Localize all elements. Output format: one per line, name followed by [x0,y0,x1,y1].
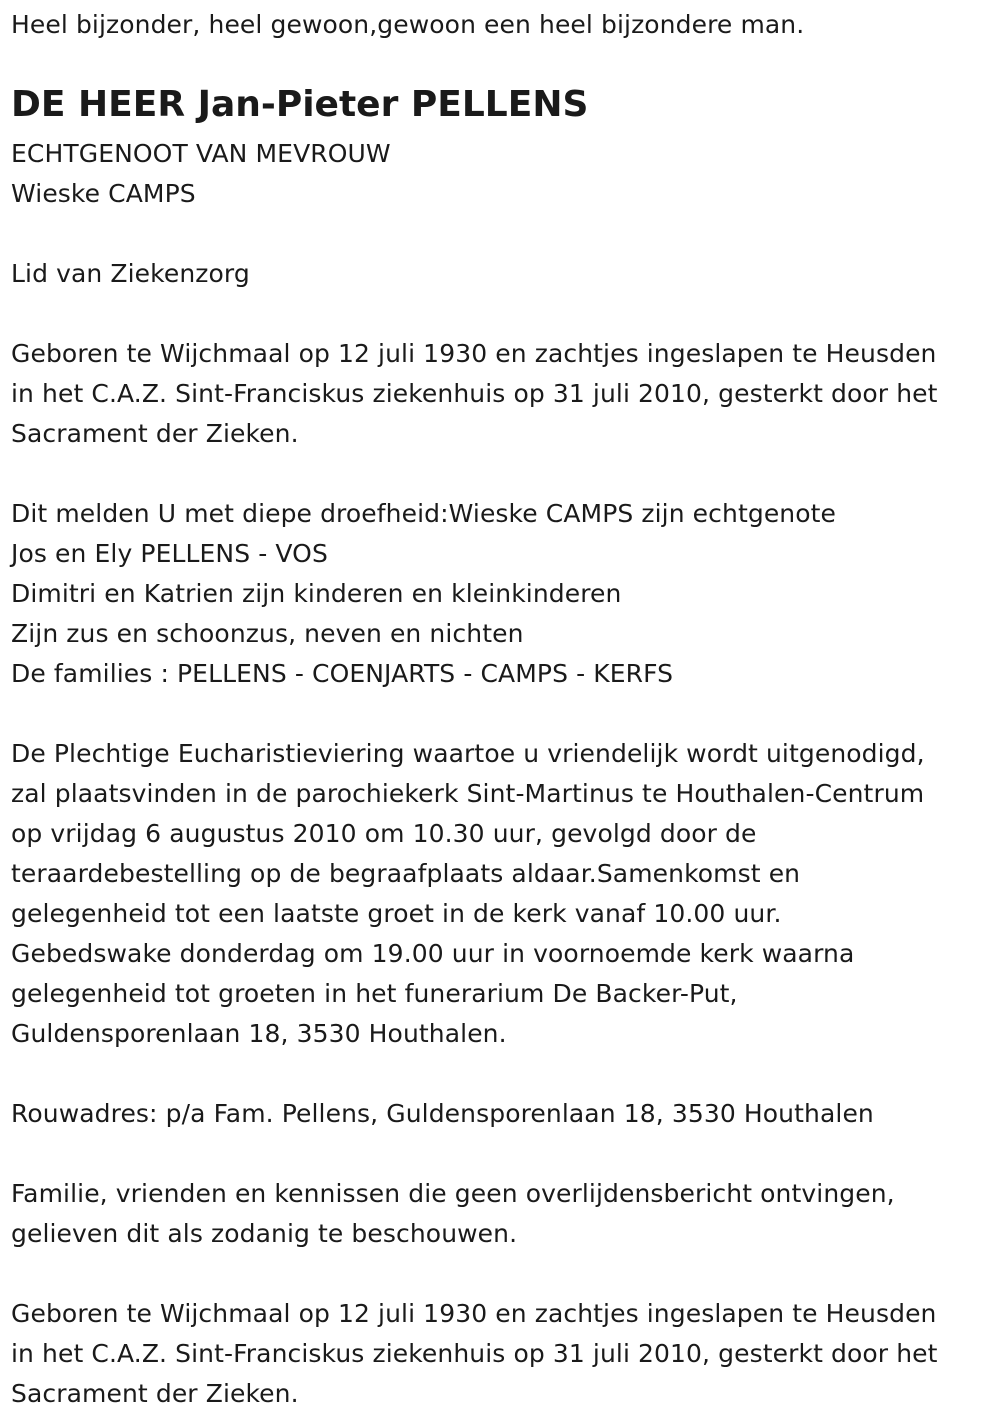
ceremony-line: Guldensporenlaan 18, 3530 Houthalen. [11,1019,507,1048]
ceremony-line: zal plaatsvinden in de parochiekerk Sint-Martinus te Houthalen-Centrum [11,779,925,808]
deceased-name-heading: DE HEER Jan-Pieter PELLENS [11,84,589,125]
ceremony-line: gelegenheid tot een laatste groet in de kerk vanaf 10.00 uur. [11,899,782,928]
birth-death-repeat-line: Sacrament der Zieken. [11,1379,299,1408]
mourning-address: Rouwadres: p/a Fam. Pellens, Guldensporenlaan 18, 3530 Houthalen [11,1099,874,1128]
birth-death-line: Sacrament der Zieken. [11,419,299,448]
spouse-name: Wieske CAMPS [11,179,196,208]
birth-death-line: in het C.A.Z. Sint-Franciskus ziekenhuis op 31 juli 2010, gesterkt door het [11,379,938,408]
spouse-title: ECHTGENOOT VAN MEVROUW [11,139,391,168]
birth-death-line: Geboren te Wijchmaal op 12 juli 1930 en zachtjes ingeslapen te Heusden [11,339,937,368]
motto-line: Heel bijzonder, heel gewoon,gewoon een heel bijzondere man. [11,10,805,39]
announcement-line: Dit melden U met diepe droefheid:Wieske CAMPS zijn echtgenote [11,499,837,528]
announcement-line: De families : PELLENS - COENJARTS - CAMPS - KERFS [11,659,674,688]
announcement-line: Zijn zus en schoonzus, neven en nichten [11,619,524,648]
notice-line: Familie, vrienden en kennissen die geen overlijdensbericht ontvingen, [11,1179,895,1208]
birth-death-repeat-line: Geboren te Wijchmaal op 12 juli 1930 en zachtjes ingeslapen te Heusden [11,1299,937,1328]
ceremony-line: De Plechtige Eucharistieviering waartoe u vriendelijk wordt uitgenodigd, [11,739,925,768]
ceremony-line: teraardebestelling op de begraafplaats aldaar.Samenkomst en [11,859,801,888]
membership-line: Lid van Ziekenzorg [11,259,250,288]
notice-line: gelieven dit als zodanig te beschouwen. [11,1219,518,1248]
ceremony-line: Gebedswake donderdag om 19.00 uur in voornoemde kerk waarna [11,939,855,968]
ceremony-line: op vrijdag 6 augustus 2010 om 10.30 uur, gevolgd door de [11,819,757,848]
announcement-line: Dimitri en Katrien zijn kinderen en kleinkinderen [11,579,622,608]
birth-death-repeat-line: in het C.A.Z. Sint-Franciskus ziekenhuis op 31 juli 2010, gesterkt door het [11,1339,938,1368]
announcement-line: Jos en Ely PELLENS - VOS [11,539,328,568]
ceremony-line: gelegenheid tot groeten in het funerarium De Backer-Put, [11,979,738,1008]
